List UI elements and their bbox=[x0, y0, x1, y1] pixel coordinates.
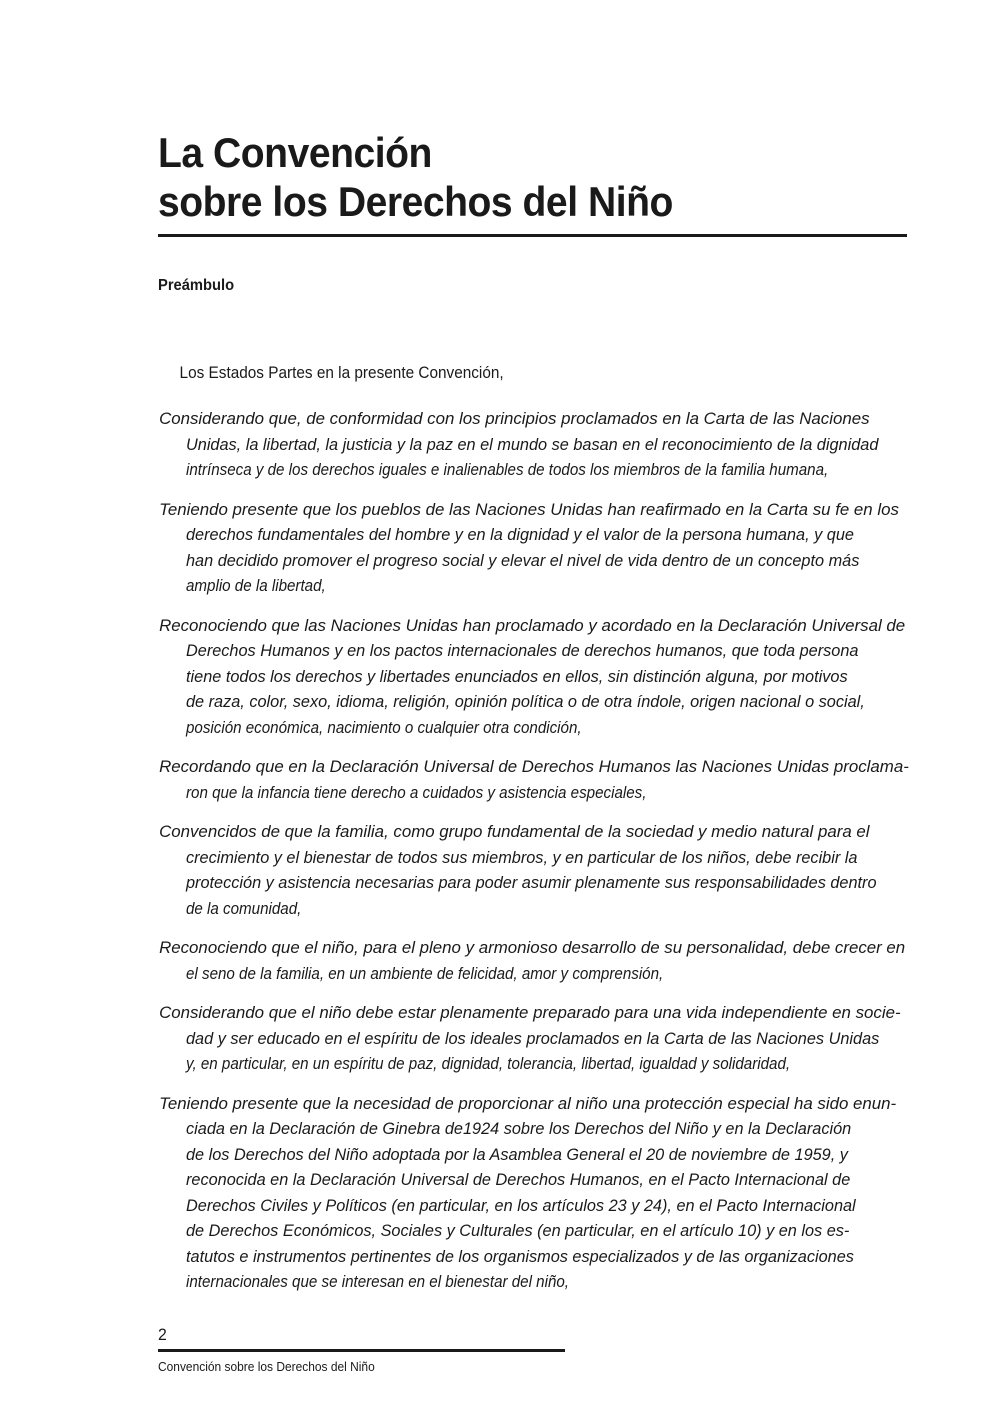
preamble-clause bbox=[160, 498, 916, 600]
document-title-line-1: La Convención bbox=[158, 129, 432, 176]
preamble-clause bbox=[160, 1001, 916, 1078]
clause-line: dad y ser educado en el espíritu de los ideales proclamados en la Carta de las Naciones Unidas bbox=[186, 1029, 880, 1048]
clause-line: Considerando que el niño debe estar plenamente preparado para una vida independiente en socie- bbox=[159, 1004, 901, 1022]
clause-line: derechos fundamentales del hombre y en la dignidad y el valor de la persona humana, y que bbox=[186, 526, 854, 544]
preamble-clause bbox=[160, 936, 916, 987]
title-divider-rule bbox=[158, 234, 907, 237]
clause-line: Convencidos de que la familia, como grupo fundamental de la sociedad y medio natural para el bbox=[159, 823, 870, 841]
clause-line: Teniendo presente que la necesidad de proporcionar al niño una protección especial ha sido enun- bbox=[159, 1094, 897, 1113]
clause-line: ron que la infancia tiene derecho a cuidados y asistencia especiales, bbox=[186, 783, 647, 802]
clause-line: reconocida en la Declaración Universal de Derechos Humanos, en el Pacto Internacional de bbox=[186, 1171, 851, 1189]
clause-line: tatutos e instrumentos pertinentes de los organismos especializados y de las organizaciones bbox=[186, 1247, 854, 1266]
clause-line: amplio de la libertad, bbox=[186, 577, 326, 595]
clause-line: el seno de la familia, en un ambiente de felicidad, amor y comprensión, bbox=[186, 964, 664, 983]
clause-line: de la comunidad, bbox=[186, 899, 302, 918]
document-title-line-2: sobre los Derechos del Niño bbox=[158, 178, 673, 225]
clause-line: Derechos Humanos y en los pactos internacionales de derechos humanos, que toda persona bbox=[186, 642, 859, 660]
clause-line: posición económica, nacimiento o cualquier otra condición, bbox=[186, 718, 582, 737]
clause-line: ciada en la Declaración de Ginebra de1924 sobre los Derechos del Niño y en la Declaración bbox=[186, 1120, 852, 1138]
clause-line: Reconociendo que las Naciones Unidas han proclamado y acordado en la Declaración Universal de bbox=[159, 616, 906, 635]
clause-line: de Derechos Económicos, Sociales y Culturales (en particular, en el artículo 10) y en los es- bbox=[186, 1222, 850, 1240]
clause-line: Recordando que en la Declaración Universal de Derechos Humanos las Naciones Unidas proclama- bbox=[159, 758, 909, 776]
clause-line: Reconociendo que el niño, para el pleno y armonioso desarrollo de su personalidad, debe crecer en bbox=[159, 939, 906, 957]
clause-line: protección y asistencia necesarias para poder asumir plenamente sus responsabilidades dentro bbox=[186, 874, 877, 892]
preamble-clause bbox=[160, 1092, 916, 1296]
preamble-clause bbox=[160, 820, 916, 922]
preamble-clause bbox=[160, 614, 916, 742]
section-heading-preambulo: Preámbulo bbox=[158, 277, 235, 294]
clause-line: Derechos Civiles y Políticos (en particular, en los artículos 23 y 24), en el Pacto Internacional bbox=[186, 1196, 856, 1215]
preamble-body bbox=[160, 362, 916, 1296]
footer-divider-rule bbox=[158, 1349, 565, 1352]
preamble-clause-list bbox=[160, 407, 916, 1296]
preamble-clause bbox=[160, 407, 916, 484]
page-number: 2 bbox=[158, 1325, 167, 1344]
clause-line: y, en particular, en un espíritu de paz, dignidad, tolerancia, libertad, igualdad y solidaridad, bbox=[186, 1055, 791, 1073]
preamble-clause bbox=[160, 755, 916, 806]
page-footer bbox=[158, 1325, 568, 1375]
clause-line: crecimiento y el bienestar de todos sus miembros, y en particular de los niños, debe recibir la bbox=[186, 848, 858, 867]
clause-line: Unidas, la libertad, la justicia y la paz en el mundo se basan en el reconocimiento de la dignidad bbox=[186, 435, 879, 454]
clause-line: tiene todos los derechos y libertades enunciados en ellos, sin distinción alguna, por motivos bbox=[186, 667, 848, 686]
clause-line: intrínseca y de los derechos iguales e inalienables de todos los miembros de la familia humana, bbox=[186, 461, 829, 479]
footer-caption: Convención sobre los Derechos del Niño bbox=[158, 1359, 375, 1374]
clause-line: han decidido promover el progreso social y elevar el nivel de vida dentro de un concepto más bbox=[186, 551, 860, 570]
preamble-lead-line: Los Estados Partes en la presente Convención, bbox=[179, 364, 504, 382]
clause-line: de raza, color, sexo, idioma, religión, opinión política o de otra índole, origen nacional o social, bbox=[186, 693, 865, 711]
document-title bbox=[158, 128, 908, 226]
clause-line: de los Derechos del Niño adoptada por la Asamblea General el 20 de noviembre de 1959, y bbox=[186, 1145, 848, 1164]
clause-line: internacionales que se interesan en el bienestar del niño, bbox=[186, 1273, 570, 1291]
clause-line: Teniendo presente que los pueblos de las Naciones Unidas han reafirmado en la Carta su fe en los bbox=[159, 500, 899, 519]
clause-line: Considerando que, de conformidad con los principios proclamados en la Carta de las Naciones bbox=[159, 410, 870, 428]
